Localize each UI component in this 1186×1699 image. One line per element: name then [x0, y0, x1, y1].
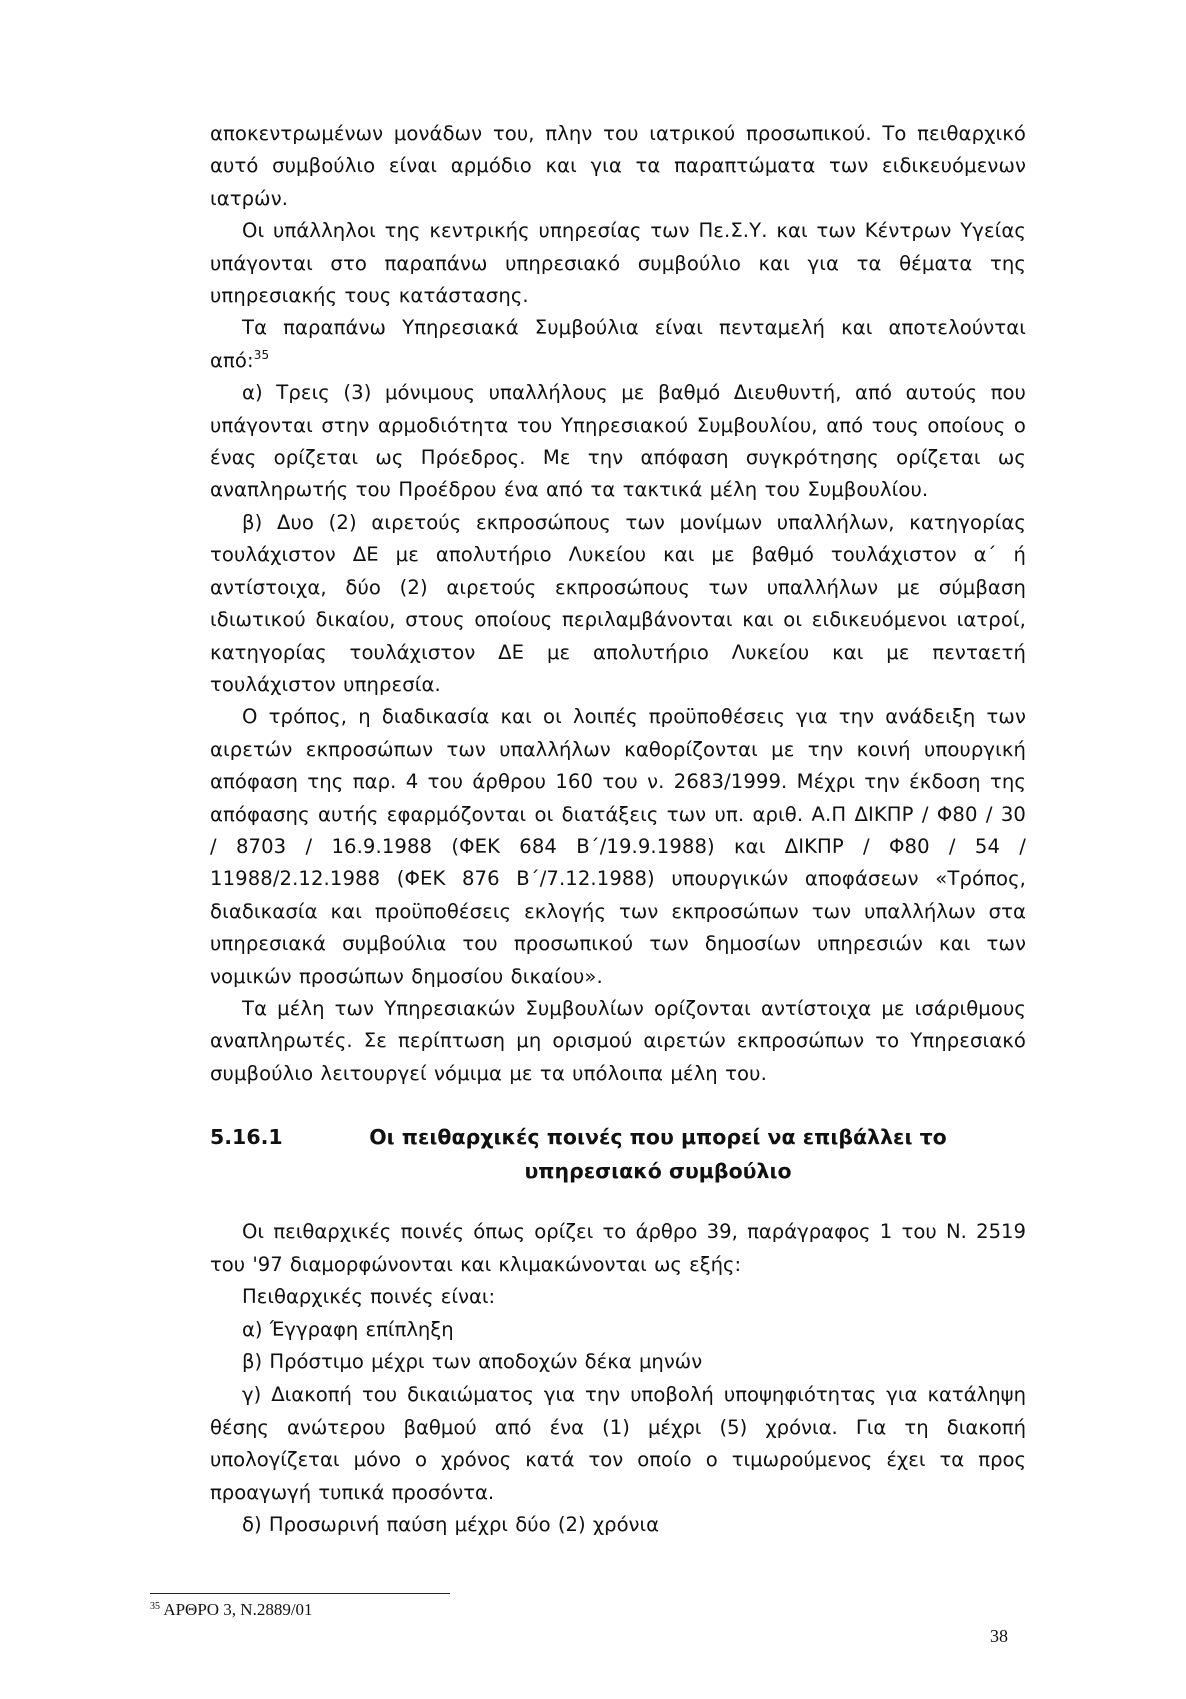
- paragraph: αποκεντρωμένων μονάδων του, πλην του ιατρικού προσωπικού. Το πειθαρχικό αυτό συμβούλιο είναι αρμόδιο και για τα παραπτώματα των ειδικευόμενων ιατρών.: [210, 122, 1026, 210]
- paragraph: [210, 312, 1026, 377]
- list-item: δ) Προσωρινή παύση μέχρι δύο (2) χρόνια: [242, 1513, 660, 1537]
- footnote-number: 35: [150, 1601, 160, 1612]
- paragraph: Τα μέλη των Υπηρεσιακών Συμβουλίων ορίζονται αντίστοιχα με ισάριθμους αναπληρωτές. Σε περίπτωση μη ορισμού αιρετών εκπροσώπων το Υπηρεσιακό συμβούλιο λειτουργεί νόμιμα με τα υπόλοιπα μέλη του.: [210, 996, 1026, 1085]
- body-text: [210, 118, 1026, 1090]
- section-title: Οι πειθαρχικές ποινές που μπορεί να επιβάλλει το υπηρεσιακό συμβούλιο: [369, 1125, 947, 1183]
- footnote-text: ΑΡΘΡΟ 3, Ν.2889/01: [163, 1600, 313, 1619]
- footnote-reference[interactable]: 35: [253, 347, 270, 362]
- paragraph: Οι υπάλληλοι της κεντρικής υπηρεσίας των Πε.Σ.Υ. και των Κέντρων Υγείας υπάγονται στο παραπάνω υπηρεσιακό συμβούλιο και για τα θέματα της υπηρεσιακής τους κατάστασης.: [210, 219, 1026, 308]
- list-item: α) Έγγραφη επίπληξη: [242, 1317, 454, 1341]
- list-heading: Πειθαρχικές ποινές είναι:: [242, 1285, 496, 1309]
- section-intro: Οι πειθαρχικές ποινές όπως ορίζει το άρθρο 39, παράγραφος 1 του Ν. 2519 του '97 διαμορφώνονται και κλιμακώνονται ως εξής:: [210, 1220, 1026, 1276]
- paragraph: β) Δυο (2) αιρετούς εκπροσώπους των μονίμων υπαλλήλων, κατηγορίας τουλάχιστον ΔΕ με απολυτήριο Λυκείου και με βαθμό τουλάχιστον α΄ ή αντίστοιχα, δύο (2) αιρετούς εκπροσώπους των υπαλλήλων με σύμβαση ιδιωτικού δικαίου, στους οποίους περιλαμβάνονται και οι ειδικευόμενοι ιατροί, κατηγορίας τουλάχιστον ΔΕ με απολυτήριο Λυκείου και με πενταετή τουλάχιστον υπηρεσία.: [210, 510, 1026, 696]
- page-number: 38: [990, 1626, 1008, 1646]
- paragraph-text: Τα παραπάνω Υπηρεσιακά Συμβούλια είναι πενταμελή και αποτελούνται από:: [210, 316, 1026, 372]
- paragraph: α) Τρεις (3) μόνιμους υπαλλήλους με βαθμό Διευθυντή, από αυτούς που υπάγονται στην αρμοδιότητα του Υπηρεσιακού Συμβουλίου, από τους οποίους ο ένας ορίζεται ως Πρόεδρος. Με την απόφαση συγκρότησης ορίζεται ως αναπληρωτής του Προέδρου ένα από τα τακτικά μέλη του Συμβουλίου.: [210, 381, 1026, 502]
- section-body: [210, 1216, 1026, 1542]
- footnote-divider: [150, 1593, 450, 1594]
- list-item: β) Πρόστιμο μέχρι των αποδοχών δέκα μηνών: [242, 1350, 703, 1374]
- list-item: γ) Διακοπή του δικαιώματος για την υποβολή υποψηφιότητας για κατάληψη θέσης ανώτερου βαθμού από ένα (1) μέχρι (5) χρόνια. Για τη διακοπή υπολογίζεται μόνο ο χρόνος κατά τον οποίο ο τιμωρούμενος έχει τα προς προαγωγή τυπικά προσόντα.: [210, 1382, 1026, 1504]
- section-number: 5.16.1: [210, 1125, 283, 1149]
- footnote: [150, 1600, 313, 1620]
- paragraph: Ο τρόπος, η διαδικασία και οι λοιπές προϋποθέσεις για την ανάδειξη των αιρετών εκπροσώπων των υπαλλήλων καθορίζονται με την κοινή υπουργική απόφαση της παρ. 4 του άρθρου 160 του ν. 2683/1999. Μέχρι την έκδοση της απόφασης αυτής εφαρμόζονται οι διατάξεις των υπ. αριθ. Α.Π ΔΙΚΠΡ / Φ80 / 30 / 8703 / 16.9.1988 (ΦΕΚ 684 Β΄/19.9.1988) και ΔΙΚΠΡ / Φ80 / 54 / 11988/2.12.1988 (ΦΕΚ 876 Β΄/7.12.1988) υπουργικών αποφάσεων «Τρόπος, διαδικασία και προϋποθέσεις εκλογής των εκπροσώπων των υπαλλήλων στα υπηρεσιακά συμβούλια του προσωπικού των δημοσίων υπηρεσιών και των νομικών προσώπων δημοσίου δικαίου».: [210, 705, 1026, 988]
